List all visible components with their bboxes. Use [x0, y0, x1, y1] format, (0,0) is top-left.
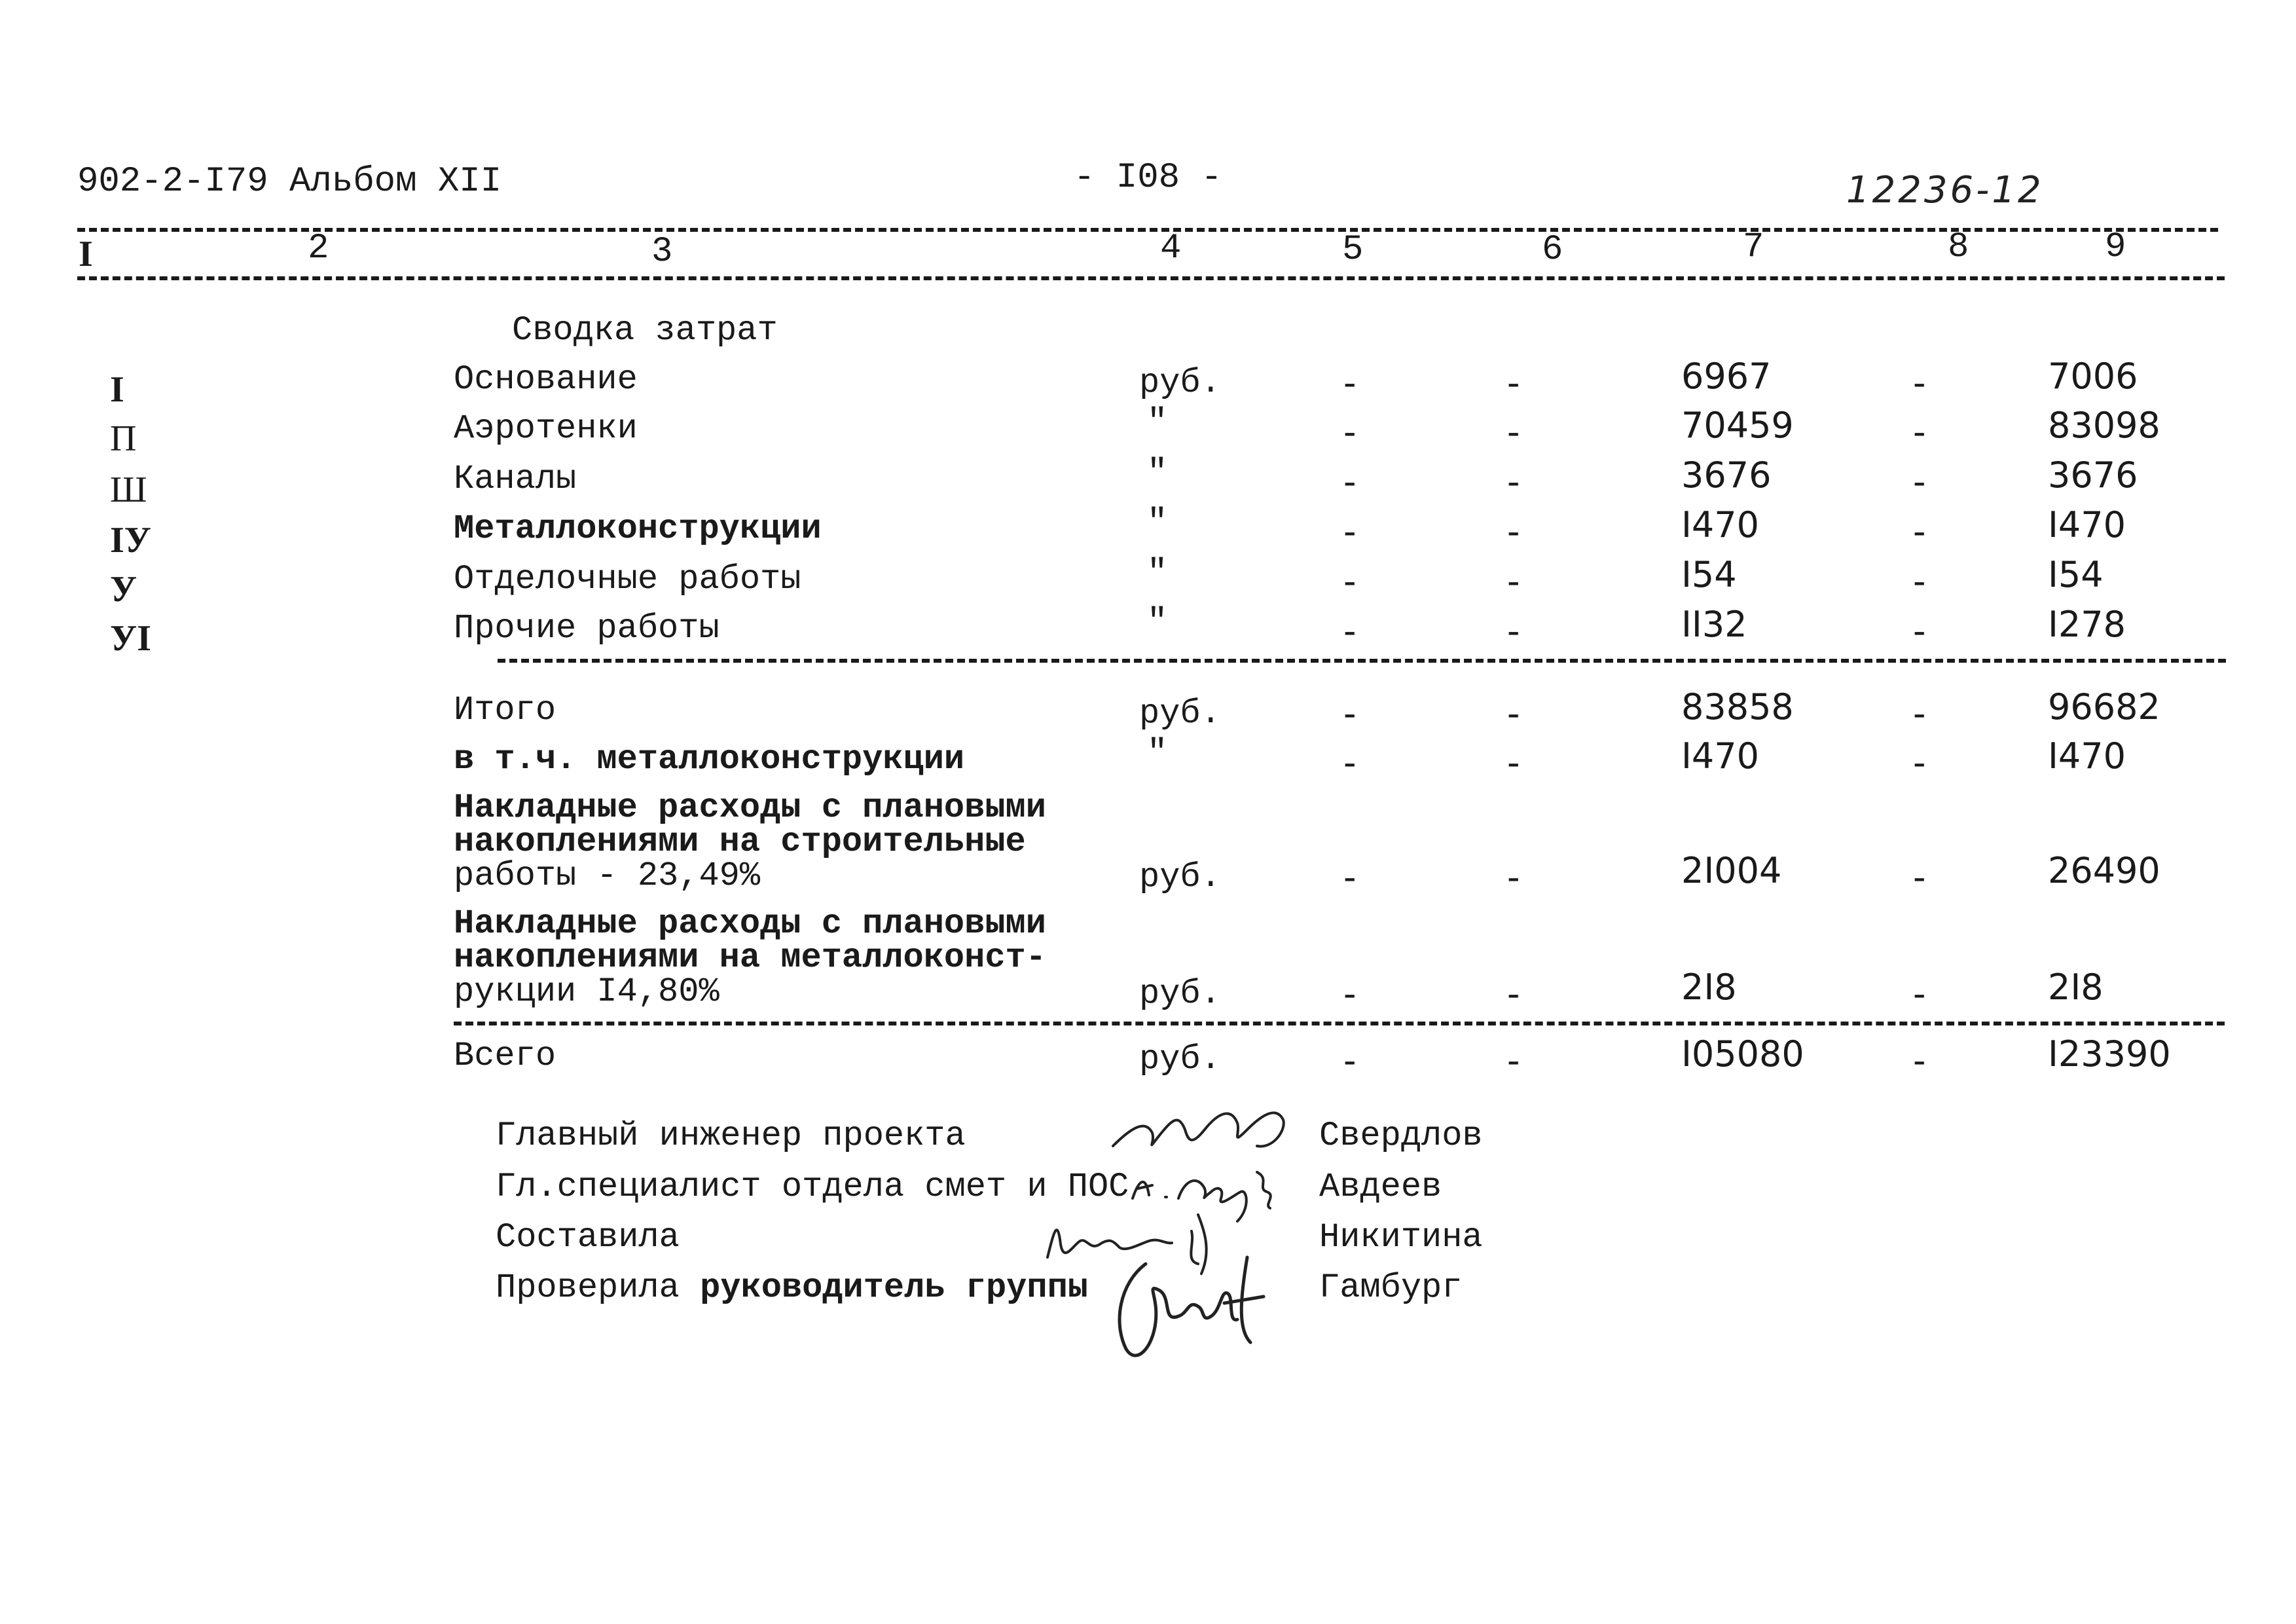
- incl-c5: -: [1343, 742, 1357, 783]
- row-name: Металлоконструкции: [454, 509, 822, 548]
- incl-unit: ": [1147, 733, 1168, 772]
- signer-role-3: Составила: [496, 1218, 680, 1257]
- signer-role-1: Главный инженер проекта: [496, 1116, 966, 1155]
- row-c9: 7006: [2048, 356, 2138, 397]
- signer-role-4: [496, 1268, 1088, 1308]
- row-name: Каналы: [454, 460, 577, 498]
- vsego-c6: -: [1507, 1040, 1520, 1081]
- col-num-6: 6: [1542, 230, 1563, 270]
- overhead1-line2: накоплениями на строительные: [454, 822, 1026, 861]
- vsego-label: Всего: [454, 1037, 556, 1075]
- vsego-c8: -: [1913, 1040, 1926, 1081]
- row-c7: 70459: [1681, 405, 1794, 446]
- page-number: - I08 -: [1074, 158, 1222, 198]
- row-c7: I470: [1681, 504, 1759, 545]
- overhead1-c6: -: [1507, 857, 1520, 898]
- row-c8: -: [1913, 511, 1926, 552]
- vsego-c5: -: [1343, 1040, 1357, 1081]
- overhead2-c5: -: [1343, 973, 1357, 1014]
- incl-c9: I470: [2048, 735, 2126, 777]
- col-num-4: 4: [1160, 229, 1182, 268]
- row-c5: -: [1343, 411, 1357, 452]
- row-c8: -: [1913, 362, 1926, 403]
- col-num-3: 3: [651, 232, 673, 272]
- row-num: IУ: [110, 520, 151, 561]
- col-num-7: 7: [1743, 227, 1764, 267]
- vsego-c7: I05080: [1681, 1033, 1804, 1075]
- row-c5: -: [1343, 461, 1357, 502]
- col-num-9: 9: [2105, 227, 2126, 267]
- overhead2-c7: 2I8: [1681, 967, 1737, 1008]
- row-c7: II32: [1681, 604, 1747, 645]
- row-c5: -: [1343, 610, 1357, 652]
- signer-role-4-bold: руководитель группы: [700, 1268, 1088, 1307]
- row-c6: -: [1507, 411, 1520, 452]
- row-c6: -: [1507, 362, 1520, 403]
- row-c8: -: [1913, 610, 1926, 652]
- overhead1-unit: руб.: [1139, 858, 1221, 896]
- itogo-c5: -: [1343, 693, 1357, 734]
- col-num-5: 5: [1342, 230, 1364, 270]
- signer-name-3: Никитина: [1319, 1218, 1483, 1257]
- overhead1-c9: 26490: [2048, 850, 2160, 891]
- signer-role-2: Гл.специалист отдела смет и ПОС: [496, 1168, 1129, 1206]
- row-num: У: [110, 569, 137, 610]
- itogo-c7: 83858: [1681, 686, 1794, 728]
- overhead2-unit: руб.: [1139, 974, 1221, 1013]
- incl-c8: -: [1913, 742, 1926, 783]
- overhead2-line1: Накладные расходы с плановыми: [454, 904, 1046, 943]
- subtotal-rule: [498, 659, 2226, 663]
- incl-c7: I470: [1681, 735, 1759, 777]
- vsego-c9: I23390: [2048, 1033, 2171, 1075]
- row-c9: 3676: [2048, 454, 2138, 496]
- overhead1-line3: работы - 23,49%: [454, 857, 761, 895]
- row-c9: I54: [2048, 554, 2104, 595]
- row-unit: руб.: [1139, 363, 1221, 402]
- row-unit: ": [1147, 503, 1168, 542]
- row-c5: -: [1343, 511, 1357, 552]
- row-num: I: [110, 369, 124, 410]
- signer-name-2: Авдеев: [1319, 1168, 1442, 1206]
- row-c7: I54: [1681, 554, 1737, 595]
- row-c5: -: [1343, 561, 1357, 602]
- row-unit: ": [1147, 403, 1168, 441]
- row-c8: -: [1913, 461, 1926, 502]
- itogo-label: Итого: [454, 691, 556, 729]
- overhead2-c6: -: [1507, 973, 1520, 1014]
- row-c8: -: [1913, 411, 1926, 452]
- signer-name-4: Гамбург: [1319, 1268, 1463, 1307]
- row-c9: 83098: [2048, 405, 2160, 446]
- row-name: Основание: [454, 360, 638, 399]
- row-c8: -: [1913, 561, 1926, 602]
- total-rule: [454, 1022, 2225, 1025]
- row-c5: -: [1343, 362, 1357, 403]
- section-title: Сводка затрат: [512, 311, 778, 350]
- itogo-unit: руб.: [1139, 694, 1221, 733]
- row-unit: ": [1147, 453, 1168, 492]
- vsego-unit: руб.: [1139, 1040, 1221, 1079]
- row-c9: I278: [2048, 604, 2126, 645]
- signer-name-1: Свердлов: [1319, 1116, 1483, 1155]
- doc-code: 902-2-I79 Альбом XII: [77, 162, 502, 202]
- overhead2-line2: накоплениями на металлоконст-: [454, 938, 1046, 977]
- row-c7: 6967: [1681, 356, 1772, 397]
- row-name: Аэротенки: [454, 409, 638, 448]
- itogo-c9: 96682: [2048, 686, 2160, 728]
- itogo-c8: -: [1913, 693, 1926, 734]
- row-num: УI: [110, 618, 151, 659]
- header-top-rule: [77, 228, 2218, 232]
- row-c7: 3676: [1681, 454, 1772, 496]
- row-c9: I470: [2048, 504, 2126, 545]
- row-c6: -: [1507, 561, 1520, 602]
- overhead2-c8: -: [1913, 973, 1926, 1014]
- signer-role-4-prefix: Проверила: [496, 1268, 680, 1307]
- row-unit: ": [1147, 553, 1168, 592]
- overhead2-c9: 2I8: [2048, 967, 2104, 1008]
- incl-c6: -: [1507, 742, 1520, 783]
- row-unit: ": [1147, 602, 1168, 641]
- signature-4: [1106, 1244, 1277, 1369]
- row-name: Прочие работы: [454, 609, 720, 648]
- row-c6: -: [1507, 461, 1520, 502]
- row-name: Отделочные работы: [454, 560, 801, 599]
- overhead1-c5: -: [1343, 857, 1357, 898]
- col-num-2: 2: [308, 229, 329, 268]
- col-num-8: 8: [1948, 227, 1969, 267]
- itogo-c6: -: [1507, 693, 1520, 734]
- incl-label: в т.ч. металлоконструкции: [454, 740, 965, 779]
- row-c6: -: [1507, 511, 1520, 552]
- row-num: П: [110, 418, 137, 459]
- overhead2-line3: рукции I4,80%: [454, 972, 720, 1011]
- header-bottom-rule: [77, 276, 2225, 280]
- row-num: Ш: [110, 470, 147, 510]
- col-num-1: I: [79, 234, 93, 274]
- overhead1-line1: Накладные расходы с плановыми: [454, 788, 1046, 827]
- row-c6: -: [1507, 610, 1520, 652]
- handwritten-ref: 12236-12: [1846, 169, 2044, 212]
- overhead1-c8: -: [1913, 857, 1926, 898]
- overhead1-c7: 2I004: [1681, 850, 1782, 891]
